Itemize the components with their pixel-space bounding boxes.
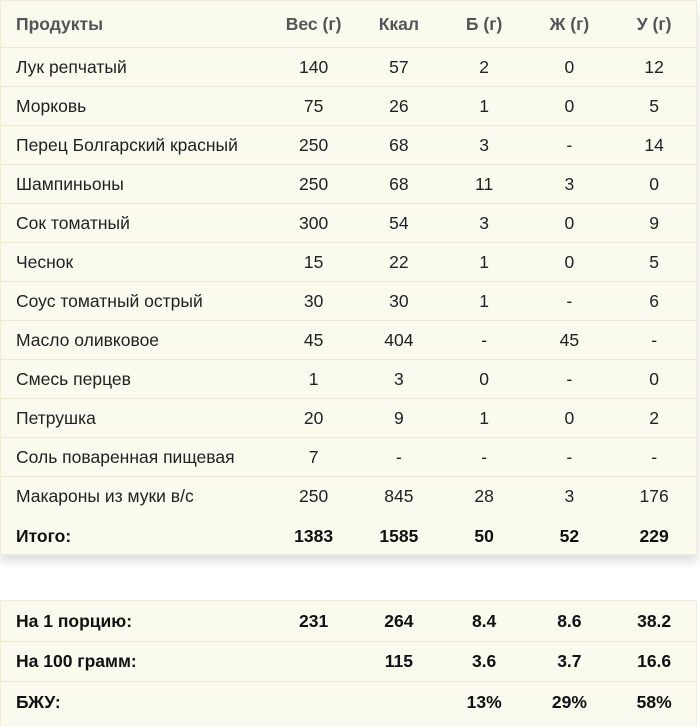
summary-row (1, 601, 696, 642)
cell-name: Лук репчатый (16, 56, 127, 77)
cell-protein: 1 (479, 251, 489, 272)
total-carbs: 229 (639, 525, 669, 546)
cell-carbs: 6 (649, 290, 659, 311)
cell-fat: 0 (564, 212, 575, 233)
cell-name: Перец Болгарский красный (16, 134, 238, 155)
cell-kcal: 22 (389, 251, 409, 272)
cell-name: Соль поваренная пищевая (16, 446, 235, 467)
header-weight: Вес (г) (285, 13, 342, 34)
cell-name: На 1 порцию: (16, 610, 133, 631)
cell-name: Чеснок (16, 251, 74, 272)
table-row (1, 126, 696, 165)
cell-name: Шампиньоны (16, 173, 124, 194)
cell-protein: 1 (479, 290, 489, 311)
cell-kcal: 845 (384, 486, 414, 506)
cell-name: Макароны из муки в/с (16, 486, 194, 506)
cell-name: Петрушка (16, 407, 96, 428)
total-kcal: 1585 (379, 525, 419, 546)
cell-kcal: 115 (384, 651, 413, 671)
cell-carbs: 9 (649, 212, 659, 233)
cell-fat: - (566, 368, 573, 389)
total-row (1, 516, 696, 556)
cell-name: Сок томатный (16, 212, 130, 233)
summary-row (1, 642, 696, 682)
table-row (1, 477, 696, 516)
cell-carbs: 0 (649, 368, 659, 389)
header-carbs: У (г) (636, 13, 672, 34)
cell-kcal: 26 (389, 95, 409, 116)
cell-name: Морковь (16, 95, 87, 116)
cell-weight: 250 (299, 173, 329, 194)
cell-protein: 1 (479, 407, 489, 428)
cell-carbs: 5 (649, 251, 659, 272)
cell-name: Соус томатный острый (16, 290, 203, 311)
cell-name: На 100 грамм: (16, 651, 137, 671)
cell-protein: 2 (479, 56, 489, 77)
cell-name: Смесь перцев (16, 368, 131, 389)
summary-row (1, 682, 696, 722)
header-protein: Б (г) (465, 13, 503, 34)
cell-name: БЖУ: (16, 691, 61, 712)
cell-protein: - (481, 446, 488, 467)
table-row (1, 48, 696, 87)
cell-carbs: 38.2 (637, 610, 672, 631)
cell-protein: 1 (479, 95, 489, 116)
table-row (1, 399, 696, 438)
cell-fat: 45 (559, 329, 580, 350)
cell-fat: 29% (551, 691, 587, 712)
cell-weight: 140 (299, 56, 329, 77)
table-row (1, 360, 696, 399)
cell-weight: 45 (303, 329, 324, 350)
header-fat: Ж (г) (549, 13, 590, 34)
total-protein: 50 (474, 525, 494, 546)
cell-kcal: 264 (384, 610, 414, 631)
cell-protein: - (481, 329, 488, 350)
cell-carbs: 14 (644, 134, 664, 155)
header-kcal: Ккал (378, 13, 420, 34)
cell-carbs: 176 (639, 486, 669, 506)
cell-carbs: 58% (636, 691, 672, 712)
cell-kcal: 68 (389, 173, 409, 194)
cell-weight: 250 (299, 486, 329, 506)
table-row (1, 87, 696, 126)
cell-weight: 75 (303, 95, 324, 116)
cell-fat: 3.7 (557, 651, 582, 671)
total-weight: 1383 (294, 525, 334, 546)
cell-kcal: 54 (389, 212, 409, 233)
cell-carbs: - (651, 446, 658, 467)
cell-fat: 3 (564, 486, 575, 506)
cell-kcal: 404 (384, 329, 414, 350)
cell-fat: 0 (564, 56, 575, 77)
cell-weight: 300 (299, 212, 329, 233)
cell-protein: 0 (479, 368, 489, 389)
cell-kcal: 9 (394, 407, 404, 428)
table-body (1, 48, 696, 516)
cell-weight: 20 (303, 407, 324, 428)
total-label: Итого: (16, 525, 72, 546)
cell-carbs: 2 (649, 407, 659, 428)
cell-carbs: 5 (649, 95, 659, 116)
cell-fat: - (566, 134, 573, 155)
table-row (1, 165, 696, 204)
cell-name: Масло оливковое (16, 329, 160, 350)
table-row (1, 438, 696, 477)
cell-kcal: 30 (389, 290, 409, 311)
total-fat: 52 (559, 525, 580, 546)
cell-weight: 7 (308, 446, 319, 467)
cell-fat: 8.6 (557, 610, 582, 631)
table-header (1, 1, 696, 48)
cell-weight: 15 (303, 251, 324, 272)
cell-fat: - (566, 290, 573, 311)
cell-fat: 0 (564, 251, 575, 272)
cell-kcal: 3 (394, 368, 404, 389)
cell-carbs: 12 (644, 56, 664, 77)
cell-fat: 0 (564, 95, 575, 116)
header-product: Продукты (16, 13, 104, 34)
cell-kcal: - (395, 446, 402, 467)
cell-protein: 8.4 (471, 610, 497, 631)
cell-weight: 1 (308, 368, 319, 389)
cell-protein: 11 (475, 173, 494, 194)
cell-carbs: - (651, 329, 658, 350)
cell-fat: - (566, 446, 573, 467)
cell-protein: 28 (474, 486, 494, 506)
cell-protein: 13% (466, 691, 502, 712)
cell-fat: 3 (564, 173, 575, 194)
cell-weight: 30 (303, 290, 324, 311)
table-row (1, 204, 696, 243)
summary-table (0, 600, 697, 727)
cell-kcal: 68 (389, 134, 409, 155)
table-row (1, 243, 696, 282)
cell-protein: 3.6 (471, 651, 497, 671)
cell-protein: 3 (479, 212, 489, 233)
cell-carbs: 16.6 (637, 651, 672, 671)
cell-fat: 0 (564, 407, 575, 428)
table-row (1, 282, 696, 321)
cell-carbs: 0 (649, 173, 659, 194)
cell-weight: 250 (299, 134, 329, 155)
cell-protein: 3 (479, 134, 489, 155)
table-row (1, 321, 696, 360)
cell-weight: 231 (299, 610, 329, 631)
cell-kcal: 57 (389, 56, 409, 77)
